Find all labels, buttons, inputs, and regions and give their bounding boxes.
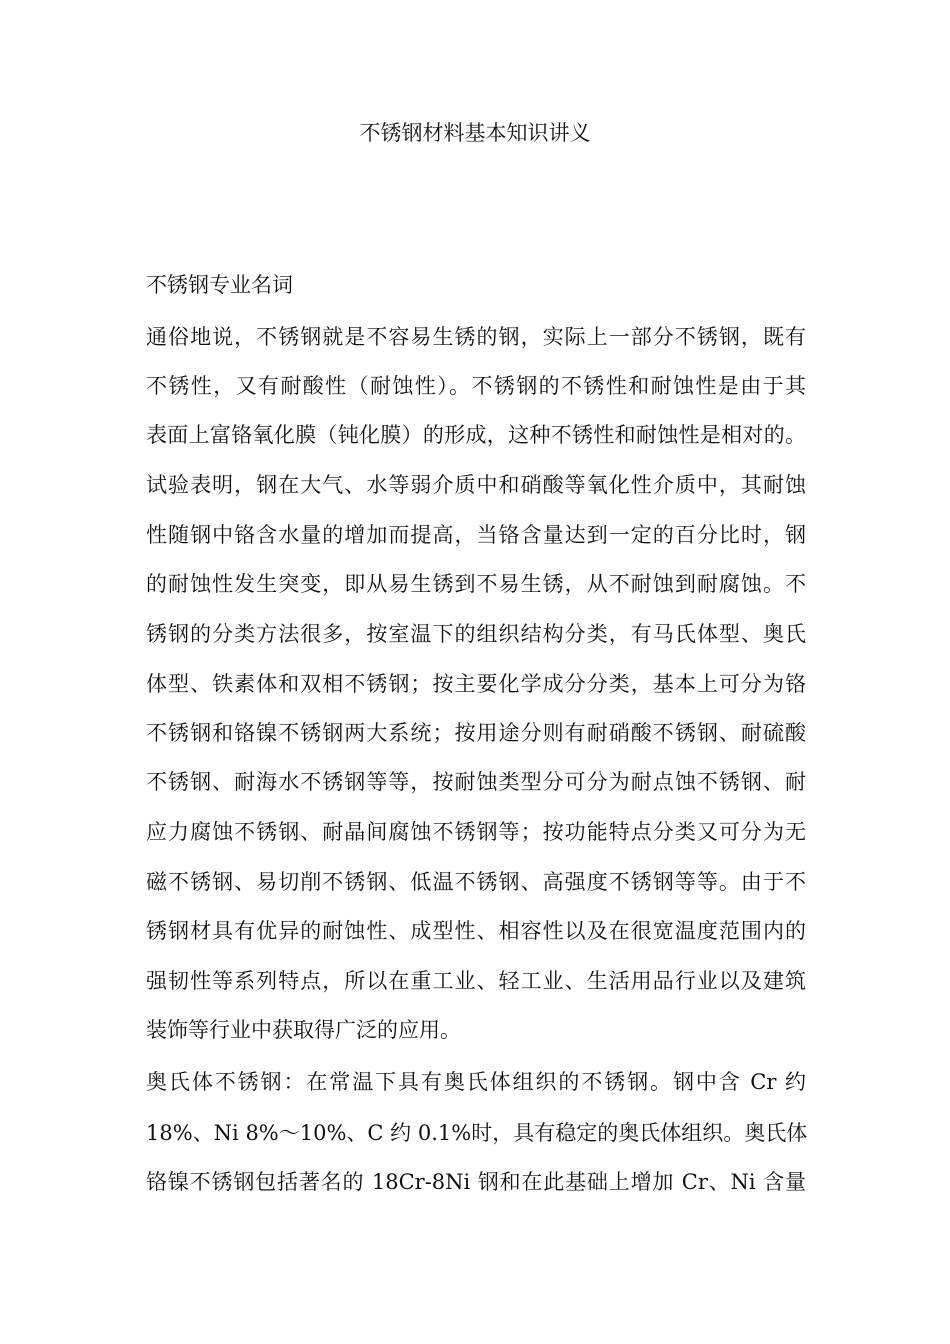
paragraph-line: 体型、铁素体和双相不锈钢；按主要化学成分分类，基本上可分为铬 [146,672,806,696]
paragraph-line: 不锈钢、耐海水不锈钢等等，按耐蚀类型分可分为耐点蚀不锈钢、耐 [146,770,806,794]
section-heading: 不锈钢专业名词 [146,273,293,297]
paragraph-line: 的耐蚀性发生突变，即从易生锈到不易生锈，从不耐蚀到耐腐蚀。不 [146,572,806,596]
paragraph-line: 不锈钢和铬镍不锈钢两大系统；按用途分则有耐硝酸不锈钢、耐硫酸 [146,721,806,745]
paragraph-line: 应力腐蚀不锈钢、耐晶间腐蚀不锈钢等；按功能特点分类又可分为无 [146,820,806,844]
paragraph-line: 试验表明，钢在大气、水等弱介质中和硝酸等氧化性介质中，其耐蚀 [146,473,806,497]
paragraph-line: 奥氏体不锈钢：在常温下具有奥氏体组织的不锈钢。钢中含 Cr 约 [146,1070,806,1094]
paragraph-line: 性随钢中铬含水量的增加而提高，当铬含量达到一定的百分比时，钢 [146,523,806,547]
document-title: 不锈钢材料基本知识讲义 [359,121,591,145]
paragraph-line: 不锈性，又有耐酸性（耐蚀性）。不锈钢的不锈性和耐蚀性是由于其 [146,374,806,398]
paragraph-line: 强韧性等系列特点，所以在重工业、轻工业、生活用品行业以及建筑 [146,969,806,993]
paragraph-line: 表面上富铬氧化膜（钝化膜）的形成，这种不锈性和耐蚀性是相对的。 [146,423,806,447]
paragraph-line: 装饰等行业中获取得广泛的应用。 [146,1018,461,1042]
paragraph-line: 铬镍不锈钢包括著名的 18Cr-8Ni 钢和在此基础上增加 Cr、Ni 含量 [146,1170,806,1194]
paragraph-line: 锈钢的分类方法很多，按室温下的组织结构分类，有马氏体型、奥氏 [146,622,806,646]
paragraph-line: 锈钢材具有优异的耐蚀性、成型性、相容性以及在很宽温度范围内的 [146,919,806,943]
paragraph-line: 通俗地说，不锈钢就是不容易生锈的钢，实际上一部分不锈钢，既有 [146,325,806,349]
paragraph-line: 18%、Ni 8%～10%、C 约 0.1%时，具有稳定的奥氏体组织。奥氏体 [146,1121,808,1145]
paragraph-line: 磁不锈钢、易切削不锈钢、低温不锈钢、高强度不锈钢等等。由于不 [146,870,806,894]
